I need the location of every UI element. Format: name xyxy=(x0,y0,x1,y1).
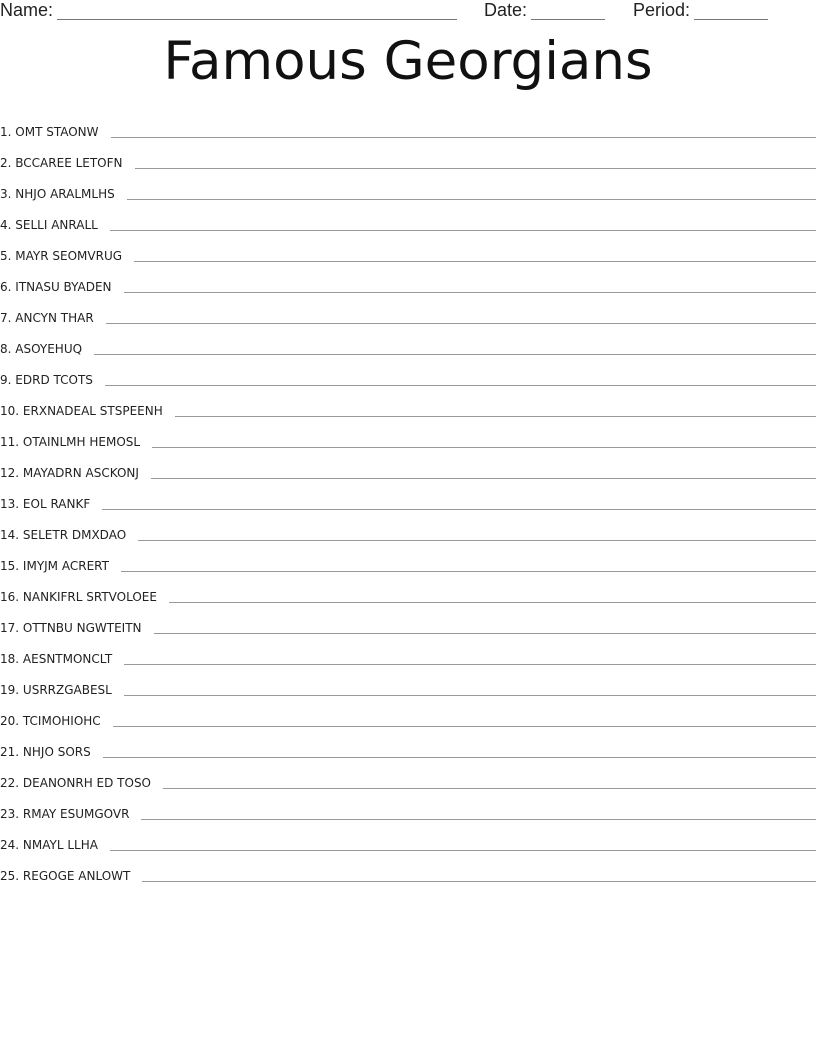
scrambled-word: NMAYL LLHA xyxy=(22,838,98,852)
scrambled-word: BCCAREE LETOFN xyxy=(15,156,123,170)
answer-line[interactable] xyxy=(121,557,816,572)
item-number: 24 . xyxy=(0,838,23,852)
scrambled-word: OMT STAONW xyxy=(15,125,99,139)
period-blank[interactable] xyxy=(694,2,768,20)
period-field xyxy=(633,0,768,20)
scramble-clue xyxy=(0,651,112,669)
scramble-clue xyxy=(0,589,157,607)
list-item xyxy=(0,359,816,390)
list-item xyxy=(0,576,816,607)
item-number: 11 . xyxy=(0,435,23,449)
scrambled-word: SELETR DMXDAO xyxy=(22,528,127,542)
name-blank[interactable] xyxy=(57,2,457,20)
scrambled-word: ASOYEHUQ xyxy=(15,342,83,356)
scramble-clue xyxy=(0,217,98,235)
scrambled-word: NHJO ARALMLHS xyxy=(15,187,115,201)
list-item xyxy=(0,638,816,669)
scramble-clue xyxy=(0,496,90,514)
list-item xyxy=(0,142,816,173)
scrambled-word: MAYR SEOMVRUG xyxy=(15,249,123,263)
list-item xyxy=(0,266,816,297)
list-item xyxy=(0,855,816,886)
scrambled-word: NANKIFRL SRTVOLOEE xyxy=(22,590,157,604)
scramble-clue xyxy=(0,713,101,731)
answer-line[interactable] xyxy=(111,123,816,138)
answer-line[interactable] xyxy=(135,154,816,169)
name-label: Name: xyxy=(0,0,54,20)
scramble-clue xyxy=(0,868,130,886)
header-row xyxy=(0,0,816,22)
item-number: 21 . xyxy=(0,745,23,759)
item-number: 20 . xyxy=(0,714,23,728)
scramble-clue xyxy=(0,558,109,576)
answer-line[interactable] xyxy=(138,526,816,541)
answer-line[interactable] xyxy=(154,619,816,634)
date-blank[interactable] xyxy=(531,2,605,20)
item-number: 23 . xyxy=(0,807,23,821)
answer-line[interactable] xyxy=(169,588,816,603)
list-item xyxy=(0,328,816,359)
item-number: 10 . xyxy=(0,404,23,418)
scramble-clue xyxy=(0,372,93,390)
list-item xyxy=(0,173,816,204)
scramble-clue xyxy=(0,806,129,824)
scrambled-word: NHJO SORS xyxy=(22,745,91,759)
item-number: 12 . xyxy=(0,466,23,480)
item-number: 9 . xyxy=(0,373,15,387)
scrambled-word: USRRZGABESL xyxy=(22,683,112,697)
scrambled-word: EDRD TCOTS xyxy=(15,373,93,387)
answer-line[interactable] xyxy=(127,185,816,200)
list-item xyxy=(0,421,816,452)
list-item xyxy=(0,514,816,545)
answer-line[interactable] xyxy=(124,681,816,696)
item-number: 18 . xyxy=(0,652,23,666)
scramble-clue xyxy=(0,248,122,266)
scrambled-word: OTTNBU NGWTEITN xyxy=(22,621,142,635)
item-number: 5 . xyxy=(0,249,15,263)
answer-line[interactable] xyxy=(134,247,816,262)
answer-line[interactable] xyxy=(163,774,816,789)
date-label: Date: xyxy=(484,0,528,20)
name-field xyxy=(0,0,457,20)
item-number: 16 . xyxy=(0,590,23,604)
list-item xyxy=(0,483,816,514)
scrambled-word: ITNASU BYADEN xyxy=(15,280,112,294)
scramble-clue xyxy=(0,279,112,297)
list-item xyxy=(0,669,816,700)
scramble-clue xyxy=(0,341,82,359)
scramble-clue xyxy=(0,682,112,700)
page-title: Famous Georgians xyxy=(163,31,653,92)
item-number: 3 . xyxy=(0,187,15,201)
scrambled-word: TCIMOHIOHC xyxy=(22,714,101,728)
list-item xyxy=(0,545,816,576)
answer-line[interactable] xyxy=(175,402,816,417)
item-number: 6 . xyxy=(0,280,15,294)
scrambled-word: ANCYN THAR xyxy=(15,311,94,325)
scramble-clue xyxy=(0,434,140,452)
scramble-clue xyxy=(0,837,98,855)
list-item xyxy=(0,204,816,235)
item-number: 8 . xyxy=(0,342,15,356)
scramble-clue xyxy=(0,310,94,328)
item-number: 4 . xyxy=(0,218,15,232)
answer-line[interactable] xyxy=(152,433,816,448)
item-number: 19 . xyxy=(0,683,23,697)
scrambled-word: EOL RANKF xyxy=(22,497,91,511)
scrambled-word: IMYJM ACRERT xyxy=(22,559,109,573)
scrambled-word: REGOGE ANLOWT xyxy=(22,869,131,883)
scrambled-word: ERXNADEAL STSPEENH xyxy=(22,404,163,418)
scramble-clue xyxy=(0,465,139,483)
answer-line[interactable] xyxy=(113,712,816,727)
answer-line[interactable] xyxy=(124,650,816,665)
item-number: 1 . xyxy=(0,125,15,139)
list-item xyxy=(0,452,816,483)
scramble-clue xyxy=(0,186,115,204)
item-number: 15 . xyxy=(0,559,23,573)
answer-line[interactable] xyxy=(102,495,816,510)
scramble-clue xyxy=(0,124,99,142)
answer-line[interactable] xyxy=(106,309,816,324)
answer-line[interactable] xyxy=(103,743,816,758)
date-field xyxy=(484,0,605,20)
list-item xyxy=(0,700,816,731)
answer-line[interactable] xyxy=(105,371,816,386)
answer-line[interactable] xyxy=(151,464,816,479)
item-number: 2 . xyxy=(0,156,15,170)
list-item xyxy=(0,824,816,855)
scrambled-word: AESNTMONCLT xyxy=(22,652,113,666)
list-item xyxy=(0,111,816,142)
list-item xyxy=(0,235,816,266)
scramble-clue xyxy=(0,527,126,545)
list-item xyxy=(0,731,816,762)
list-item xyxy=(0,390,816,421)
scramble-clue xyxy=(0,775,151,793)
item-number: 17 . xyxy=(0,621,23,635)
scrambled-word: OTAINLMH HEMOSL xyxy=(22,435,141,449)
scrambled-word: SELLI ANRALL xyxy=(15,218,98,232)
scramble-list xyxy=(0,111,816,886)
list-item xyxy=(0,793,816,824)
answer-line[interactable] xyxy=(110,216,816,231)
item-number: 14 . xyxy=(0,528,23,542)
item-number: 13 . xyxy=(0,497,23,511)
item-number: 22 . xyxy=(0,776,23,790)
list-item xyxy=(0,297,816,328)
scramble-clue xyxy=(0,155,123,173)
answer-line[interactable] xyxy=(141,805,816,820)
list-item xyxy=(0,762,816,793)
scramble-clue xyxy=(0,744,91,762)
scrambled-word: DEANONRH ED TOSO xyxy=(22,776,152,790)
item-number: 7 . xyxy=(0,311,15,325)
answer-line[interactable] xyxy=(124,278,816,293)
scrambled-word: MAYADRN ASCKONJ xyxy=(22,466,139,480)
item-number: 25 . xyxy=(0,869,23,883)
scramble-clue xyxy=(0,403,163,421)
list-item xyxy=(0,607,816,638)
answer-line[interactable] xyxy=(94,340,816,355)
period-label: Period: xyxy=(633,0,691,20)
scrambled-word: RMAY ESUMGOVR xyxy=(22,807,130,821)
scramble-clue xyxy=(0,620,142,638)
answer-line[interactable] xyxy=(142,867,816,882)
answer-line[interactable] xyxy=(110,836,816,851)
